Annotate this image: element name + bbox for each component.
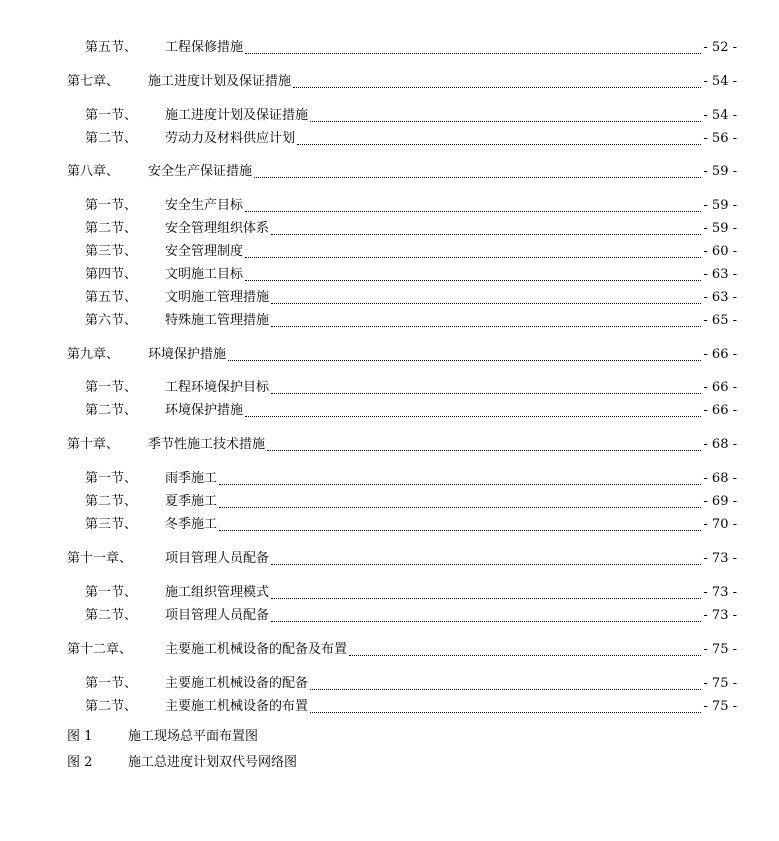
figure-title: 施工总进度计划双代号网络图 [128, 755, 298, 770]
page-number: - 68 - [703, 471, 737, 486]
toc-entry-chapter[interactable] [0, 345, 779, 365]
page-number: - 63 - [703, 267, 737, 282]
page-number: - 59 - [703, 164, 737, 179]
entry-title: 特殊施工管理措施 [165, 313, 270, 328]
entry-title-wrap [165, 288, 737, 308]
entry-title: 施工进度计划及保证措施 [148, 74, 292, 89]
entry-title: 文明施工目标 [165, 267, 244, 282]
entry-title: 主要施工机械设备的配备及布置 [165, 642, 348, 657]
toc-entry-section[interactable] [0, 265, 779, 285]
dot-leader [219, 506, 701, 508]
entry-title-wrap [165, 401, 737, 421]
dot-leader [245, 52, 701, 54]
entry-title-wrap [165, 106, 737, 126]
toc-entry-section[interactable] [0, 311, 779, 331]
toc-entry-section[interactable] [0, 515, 779, 535]
entry-title: 季节性施工技术措施 [148, 437, 266, 452]
toc-entry-chapter[interactable] [0, 549, 779, 569]
section-number: 第一节、 [85, 471, 138, 486]
dot-leader [293, 86, 701, 88]
dot-leader [245, 415, 701, 417]
dot-leader [297, 143, 701, 145]
entry-title: 冬季施工 [165, 517, 218, 532]
page-number: - 75 - [703, 699, 737, 714]
figure-entry[interactable] [0, 753, 779, 773]
entry-title-wrap [165, 674, 737, 694]
toc-entry-section[interactable] [0, 606, 779, 626]
section-number: 第五节、 [85, 290, 138, 305]
entry-title: 工程环境保护目标 [165, 380, 270, 395]
entry-title: 安全管理组织体系 [165, 221, 270, 236]
toc-entry-section[interactable] [0, 492, 779, 512]
toc-entry-section[interactable] [0, 38, 779, 58]
page-number: - 59 - [703, 198, 737, 213]
entry-title-wrap [165, 242, 737, 262]
entry-title: 项目管理人员配备 [165, 608, 270, 623]
entry-title: 夏季施工 [165, 494, 218, 509]
entry-title-wrap [148, 72, 737, 92]
page-number: - 68 - [703, 437, 737, 452]
page-number: - 60 - [703, 244, 737, 259]
toc-entry-section[interactable] [0, 378, 779, 398]
figure-number: 图 2 [67, 755, 93, 770]
page-number: - 70 - [703, 517, 737, 532]
section-number: 第二节、 [85, 699, 138, 714]
entry-title-wrap [165, 129, 737, 149]
page-number: - 65 - [703, 313, 737, 328]
dot-leader [271, 563, 701, 565]
entry-title-wrap [165, 492, 737, 512]
toc-entry-section[interactable] [0, 196, 779, 216]
toc-entry-chapter[interactable] [0, 435, 779, 455]
chapter-number: 第九章、 [67, 347, 120, 362]
section-number: 第三节、 [85, 244, 138, 259]
section-number: 第一节、 [85, 676, 138, 691]
figure-title: 施工现场总平面布置图 [128, 729, 259, 744]
toc-entry-chapter[interactable] [0, 72, 779, 92]
entry-title-wrap [165, 515, 737, 535]
section-number: 第四节、 [85, 267, 138, 282]
entry-title: 主要施工机械设备的配备 [165, 676, 309, 691]
toc-entry-section[interactable] [0, 219, 779, 239]
entry-title-wrap [165, 549, 737, 569]
page-number: - 73 - [703, 585, 737, 600]
entry-title: 安全管理制度 [165, 244, 244, 259]
toc-entry-section[interactable] [0, 674, 779, 694]
entry-title-wrap [148, 435, 737, 455]
entry-title-wrap [165, 697, 737, 717]
section-number: 第二节、 [85, 608, 138, 623]
dot-leader [245, 256, 701, 258]
figure-entry[interactable] [0, 727, 779, 747]
entry-title-wrap [165, 640, 737, 660]
toc-entry-section[interactable] [0, 106, 779, 126]
section-number: 第二节、 [85, 403, 138, 418]
entry-title-wrap [165, 606, 737, 626]
dot-leader [310, 120, 701, 122]
section-number: 第二节、 [85, 494, 138, 509]
section-number: 第一节、 [85, 198, 138, 213]
dot-leader [271, 620, 701, 622]
section-number: 第五节、 [85, 40, 138, 55]
chapter-number: 第十二章、 [67, 642, 133, 657]
entry-title-wrap [148, 345, 737, 365]
page-number: - 69 - [703, 494, 737, 509]
toc-entry-section[interactable] [0, 697, 779, 717]
dot-leader [219, 529, 701, 531]
dot-leader [271, 325, 701, 327]
dot-leader [228, 359, 701, 361]
entry-title: 雨季施工 [165, 471, 218, 486]
dot-leader [310, 688, 701, 690]
section-number: 第三节、 [85, 517, 138, 532]
dot-leader [271, 597, 701, 599]
dot-leader [219, 483, 701, 485]
entry-title: 主要施工机械设备的布置 [165, 699, 309, 714]
entry-title-wrap [165, 583, 737, 603]
toc-entry-section[interactable] [0, 583, 779, 603]
entry-title-wrap [148, 162, 737, 182]
entry-title-wrap [165, 265, 737, 285]
figure-number: 图 1 [67, 729, 93, 744]
dot-leader [254, 176, 701, 178]
entry-title-wrap [165, 38, 737, 58]
entry-title-wrap [165, 469, 737, 489]
chapter-number: 第十一章、 [67, 551, 133, 566]
dot-leader [271, 302, 701, 304]
section-number: 第二节、 [85, 221, 138, 236]
entry-title: 施工组织管理模式 [165, 585, 270, 600]
page-number: - 63 - [703, 290, 737, 305]
entry-title-wrap [165, 378, 737, 398]
entry-title-wrap [165, 311, 737, 331]
section-number: 第一节、 [85, 380, 138, 395]
section-number: 第一节、 [85, 585, 138, 600]
page-number: - 56 - [703, 131, 737, 146]
entry-title: 项目管理人员配备 [165, 551, 270, 566]
entry-title-wrap [165, 196, 737, 216]
toc-entry-section[interactable] [0, 469, 779, 489]
toc-entry-section[interactable] [0, 288, 779, 308]
page-number: - 59 - [703, 221, 737, 236]
dot-leader [271, 392, 701, 394]
toc-entry-chapter[interactable] [0, 162, 779, 182]
page-number: - 75 - [703, 676, 737, 691]
entry-title-wrap [165, 219, 737, 239]
page-number: - 54 - [703, 74, 737, 89]
toc-entry-section[interactable] [0, 401, 779, 421]
chapter-number: 第七章、 [67, 74, 120, 89]
dot-leader [267, 449, 701, 451]
section-number: 第二节、 [85, 131, 138, 146]
entry-title: 文明施工管理措施 [165, 290, 270, 305]
page-number: - 54 - [703, 108, 737, 123]
dot-leader [271, 233, 701, 235]
dot-leader [349, 654, 701, 656]
page-number: - 73 - [703, 551, 737, 566]
page-number: - 66 - [703, 380, 737, 395]
page-number: - 66 - [703, 403, 737, 418]
toc-entry-section[interactable] [0, 129, 779, 149]
toc-entry-section[interactable] [0, 242, 779, 262]
entry-title: 施工进度计划及保证措施 [165, 108, 309, 123]
entry-title: 劳动力及材料供应计划 [165, 131, 296, 146]
page-number: - 73 - [703, 608, 737, 623]
section-number: 第一节、 [85, 108, 138, 123]
entry-title: 安全生产保证措施 [148, 164, 253, 179]
chapter-number: 第十章、 [67, 437, 120, 452]
dot-leader [245, 279, 701, 281]
page-number: - 66 - [703, 347, 737, 362]
entry-title: 工程保修措施 [165, 40, 244, 55]
dot-leader [245, 210, 701, 212]
chapter-number: 第八章、 [67, 164, 120, 179]
toc-entry-chapter[interactable] [0, 640, 779, 660]
entry-title: 安全生产目标 [165, 198, 244, 213]
dot-leader [310, 711, 701, 713]
section-number: 第六节、 [85, 313, 138, 328]
page-number: - 52 - [703, 40, 737, 55]
page-number: - 75 - [703, 642, 737, 657]
entry-title: 环境保护措施 [165, 403, 244, 418]
entry-title: 环境保护措施 [148, 347, 227, 362]
